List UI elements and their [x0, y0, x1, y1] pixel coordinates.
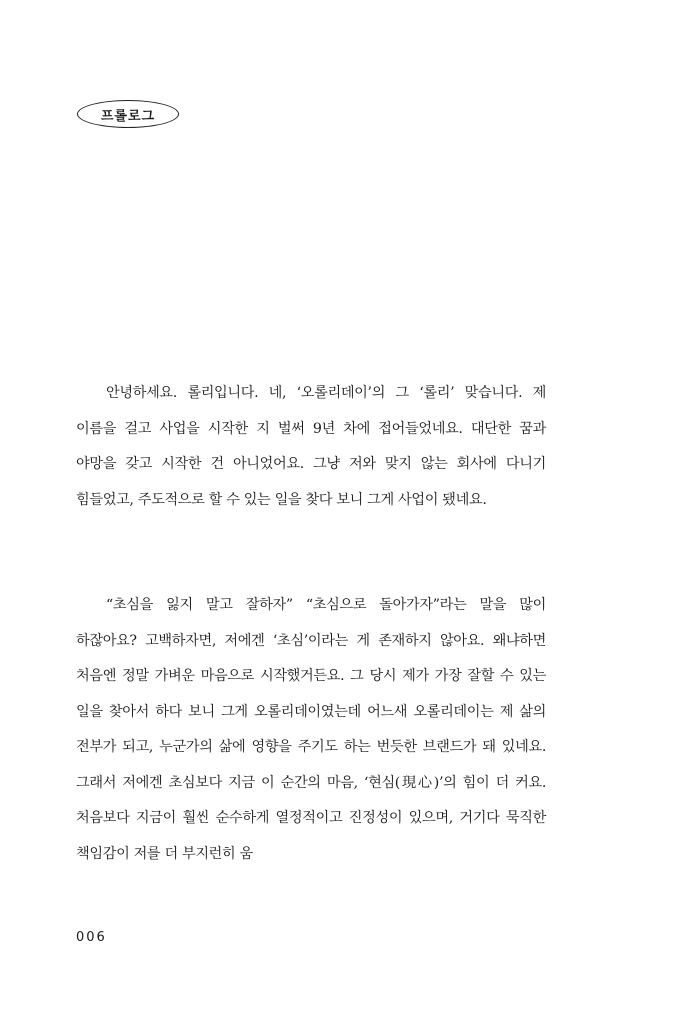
page-number: 006 [76, 930, 107, 945]
paragraph-text: 안녕하세요. 롤리입니다. 네, ‘오롤리데이’의 그 ‘롤리’ 맞습니다. 제 이름을 걸고 사업을 시작한 지 벌써 9년 차에 접어들었네요. 대단한 꿈과 야망을 갖고 시작한 건 아니었어요. 그냥 저와 맞지 않는 회사에 다니기 힘들었고, 주도적으로 할 수 있는 일을 찾다 보니 그게 사업이 됐네요. [76, 385, 546, 508]
body-paragraph-2 [76, 588, 546, 872]
chapter-title-badge [77, 100, 179, 128]
chapter-title: 프롤로그 [100, 108, 156, 124]
body-paragraph-1 [76, 376, 546, 518]
paragraph-text: “초심을 잃지 말고 잘하자” “초심으로 돌아가자”라는 말을 많이 하잖아요? 고백하자면, 저에겐 ‘초심’이라는 게 존재하지 않아요. 왜냐하면 처음엔 정말 가벼운 마음으로 시작했거든요. 그 당시 제가 가장 잘할 수 있는 일을 찾아서 하다 보니 그게 오롤리데이였는데 어느새 오롤리데이는 제 삶의 전부가 되고, 누군가의 삶에 영향을 주기도 하는 번듯한 브랜드가 돼 있네요. 그래서 저에겐 초심보다 지금 이 순간의 마음, ‘현심(現心)’의 힘이 더 커요. 처음보다 지금이 훨씬 순수하게 열정적이고 진정성이 있으며, 거기다 묵직한 책임감이 저를 더 부지런히 움 [76, 597, 546, 862]
